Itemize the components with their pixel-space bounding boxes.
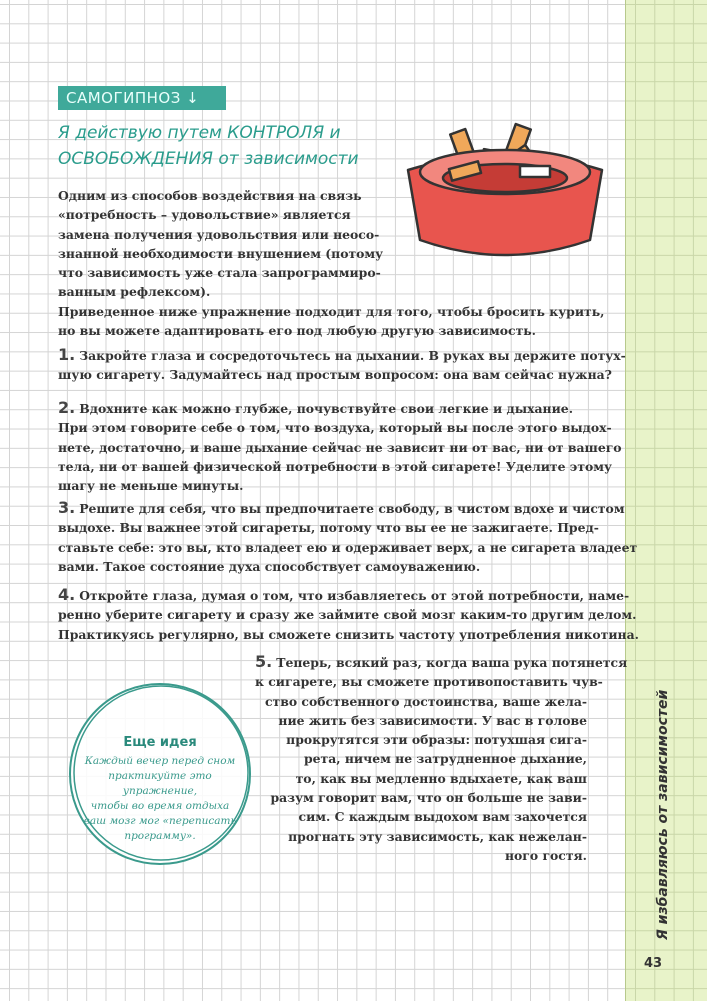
idea-text: Каждый вечер перед сном практикуйте это упражнение, чтобы во время отдыха ваш мозг мог «переписать программу». [83, 755, 237, 842]
page-number: 43 [644, 956, 663, 971]
heading-line: Я действую путем КОНТРОЛЯ и [58, 123, 341, 143]
page-heading [58, 120, 359, 172]
ashtray-illustration [400, 110, 610, 270]
step-1: 1. Закройте глаза и сосредоточьтесь на дыхании. В руках вы держите потух- шую сигарету. Задумайтесь над простым вопросом: она вам сейчас нужна? [58, 345, 626, 383]
chapter-title: Я избавляюсь от зависимостей [655, 689, 671, 940]
heading-line: ОСВОБОЖДЕНИЯ от зависимости [58, 149, 359, 169]
section-tag: САМОГИПНОЗ ↓ [58, 86, 226, 110]
step-2: 2. Вдохните как можно глубже, почувствуйте свои легкие и дыхание. При этом говорите себе о том, что воздуха, который вы после этого выдох- нете, достаточно, и ваше дыхание сейчас не зависит ни от вас, ни от вашего тела, ни от вашей физической потребности в этой сигарете! Уделите этому шагу не меньше минуты. [58, 398, 622, 494]
step-3: 3. Решите для себя, что вы предпочитаете свободу, в чистом вдохе и чистом выдохе. Вы важнее этой сигареты, потому что вы ее не зажигаете. Пред- ставьте себе: это вы, кто владеет ею и одерживает верх, а не сигарета владеет вами. Такое состояние духа способствует самоуважению. [58, 498, 638, 574]
intro-paragraph: Одним из способов воздействия на связь «потребность – удовольствие» является замена получения удовольствия или неосо- знанной необходимости внушением (потому что зависимость уже стала запрограммиро- ванным рефлексом). [58, 188, 384, 300]
lead-paragraph: Приведенное ниже упражнение подходит для того, чтобы бросить курить, но вы можете адаптировать его под любую другую зависимость. [58, 304, 605, 339]
step-4: 4. Откройте глаза, думая о том, что избавляетесь от этой потребности, наме- ренно уберите сигарету и сразу же займите свой мозг каким-то другим делом. Практикуясь регулярно, вы сможете снизить частоту употребления никотина. [58, 585, 639, 642]
idea-title: Еще идея [123, 735, 197, 750]
step-5: 5. Теперь, всякий раз, когда ваша рука потянется к сигарете, вы сможете противопоставить чув- ство собственного достоинства, ваше жела- ние жить без зависимости. У вас в голове прокрутятся эти образы: потухшая сига- рета, ничем не затрудненное дыхание, то, как вы медленно вдыхаете, как ваш разум говорит вам, что он больше не зави- сим. С каждым выдохом вам захочется прогнать эту зависимость, как нежелан- ного гостя. [255, 652, 628, 863]
